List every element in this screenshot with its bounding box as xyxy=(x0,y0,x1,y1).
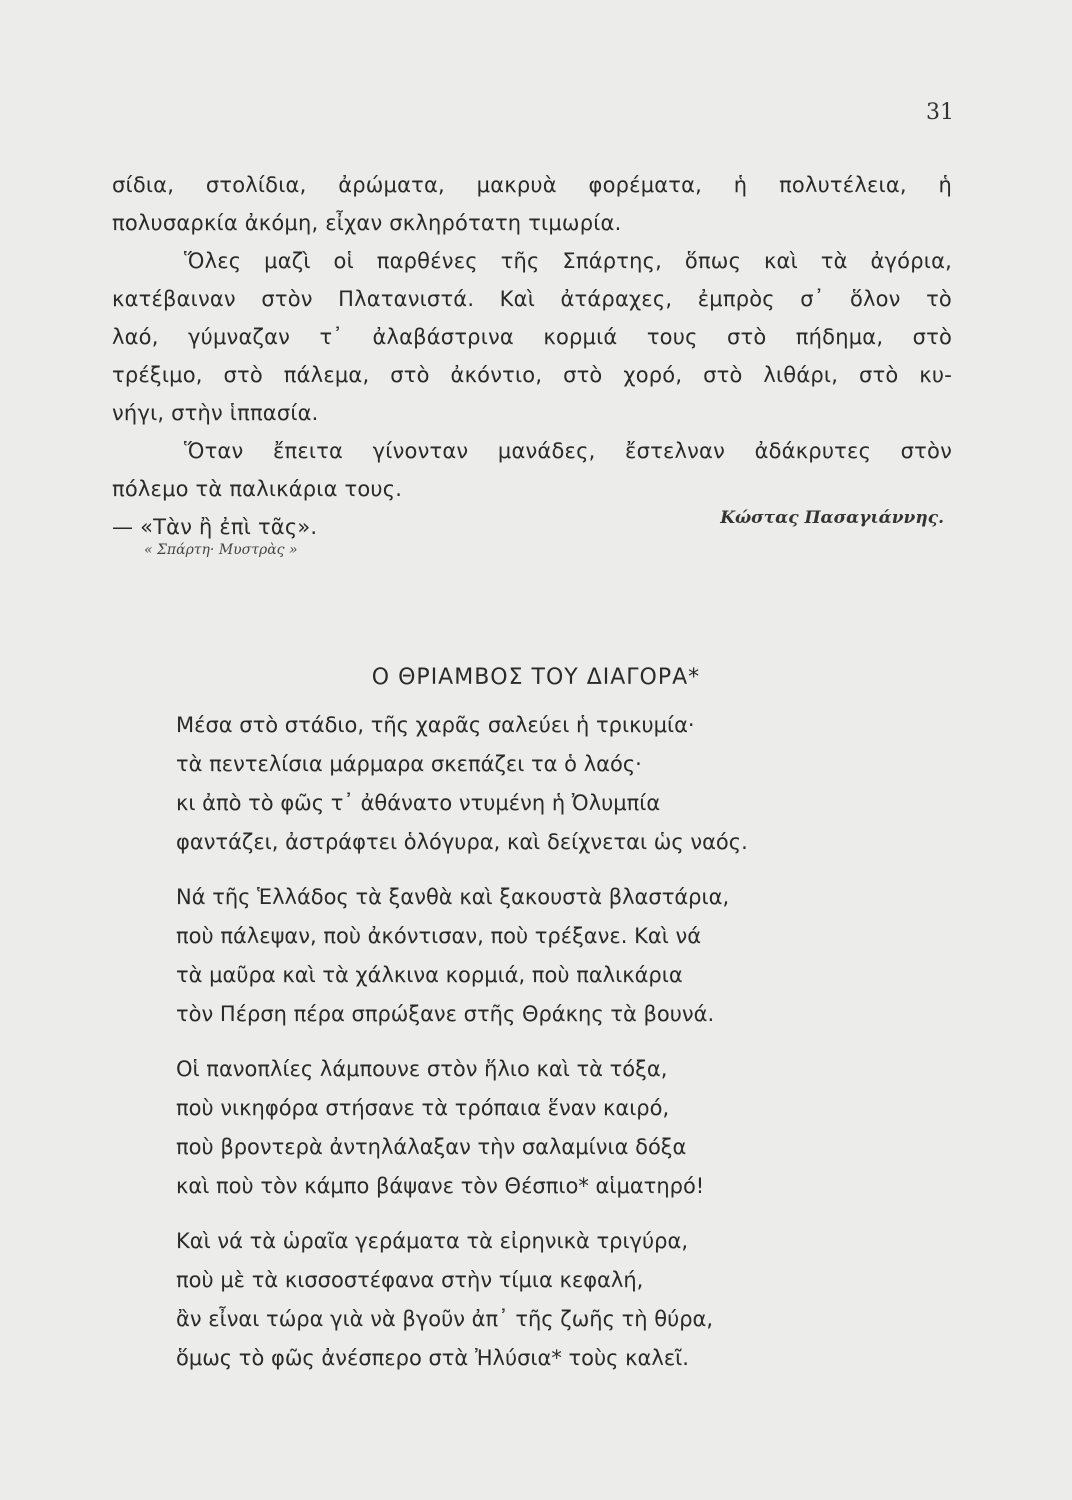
poem-verse: καὶ ποὺ τὸν κάμπο βάψανε τὸν Θέσπιο* αἱματηρό! xyxy=(176,1174,705,1198)
prose-line: νήγι, στὴν ἱππασία. xyxy=(112,401,319,425)
prose-line: σίδια, στολίδια, ἀρώματα, μακρυὰ φορέματα, ἡ πολυτέλεια, ἡ xyxy=(112,173,952,197)
poem-verse: τὸν Πέρση πέρα σπρώξανε στῆς Θράκης τὰ βουνά. xyxy=(176,1002,715,1026)
poem-stanza-1 xyxy=(176,706,936,862)
prose-section xyxy=(112,166,952,546)
poem-verse: φαντάζει, ἀστράφτει ὁλόγυρα, καὶ δείχνεται ὡς ναός. xyxy=(176,830,748,854)
poem-stanza-3 xyxy=(176,1050,936,1206)
poem-verse: ὅμως τὸ φῶς ἀνέσπερο στὰ Ἠλύσια* τοὺς καλεῖ. xyxy=(176,1346,689,1370)
poem-verse: τὰ πεντελίσια μάρμαρα σκεπάζει τα ὁ λαός· xyxy=(176,752,642,776)
prose-line: Ὅλες μαζὶ οἱ παρθένες τῆς Σπάρτης, ὅπως καὶ τὰ ἀγόρια, xyxy=(184,249,952,273)
source-citation: « Σπάρτη· Μυστρὰς » xyxy=(144,542,298,558)
poem-stanza-4 xyxy=(176,1222,936,1378)
signature-block xyxy=(112,500,944,570)
page-number: 31 xyxy=(926,100,954,125)
author-signature: Κώστας Πασαγιάννης. xyxy=(720,508,944,528)
poem-verse: ἂν εἶναι τώρα γιὰ νὰ βγοῦν ἀπ᾽ τῆς ζωῆς τὴ θύρα, xyxy=(176,1307,714,1331)
poem-title: Ο ΘΡΙΑΜΒΟΣ ΤΟΥ ΔΙΑΓΟΡΑ* xyxy=(371,665,701,690)
prose-line: Ὅταν ἔπειτα γίνονταν μανάδες, ἔστελναν ἀδάκρυτες στὸν xyxy=(184,439,952,463)
poem-verse: τὰ μαῦρα καὶ τὰ χάλκινα κορμιά, ποὺ παλικάρια xyxy=(176,963,683,987)
prose-line: πόλεμο τὰ παλικάρια τους. xyxy=(112,477,403,501)
poem-verse: ποὺ νικηφόρα στήσανε τὰ τρόπαια ἕναν καιρό, xyxy=(176,1096,670,1120)
prose-quote-line: — «Τὰν ἢ ἐπὶ τᾶς». xyxy=(112,515,318,539)
poem-verse: Καὶ νά τὰ ὡραῖα γεράματα τὰ εἰρηνικὰ τριγύρα, xyxy=(176,1229,688,1253)
poem-verse: ποὺ βροντερὰ ἀντηλάλαξαν τὴν σαλαμίνια δόξα xyxy=(176,1135,687,1159)
prose-line: κατέβαιναν στὸν Πλατανιστά. Καὶ ἀτάραχες, ἐμπρὸς σ᾽ ὅλον τὸ xyxy=(112,287,952,311)
poem-verse: κι ἀπὸ τὸ φῶς τ᾽ ἀθάνατο ντυμένη ἡ Ὀλυμπία xyxy=(176,791,661,815)
poem-verse: Οἱ πανοπλίες λάμπουνε στὸν ἥλιο καὶ τὰ τόξα, xyxy=(176,1057,668,1081)
prose-line: πολυσαρκία ἀκόμη, εἶχαν σκληρότατη τιμωρία. xyxy=(112,211,622,235)
poem-body xyxy=(176,706,936,1394)
poem-verse: ποὺ πάλεψαν, ποὺ ἀκόντισαν, ποὺ τρέξανε. Καὶ νά xyxy=(176,924,702,948)
poem-verse: ποὺ μὲ τὰ κισσοστέφανα στὴν τίμια κεφαλή, xyxy=(176,1268,644,1292)
prose-line: λαό, γύμναζαν τ᾽ ἀλαβάστρινα κορμιά τους στὸ πήδημα, στὸ xyxy=(112,325,952,349)
prose-line: τρέξιμο, στὸ πάλεμα, στὸ ἀκόντιο, στὸ χορό, στὸ λιθάρι, στὸ κυ- xyxy=(112,363,952,387)
poem-stanza-2 xyxy=(176,878,936,1034)
poem-verse: Μέσα στὸ στάδιο, τῆς χαρᾶς σαλεύει ἡ τρικυμία· xyxy=(176,713,695,737)
poem-verse: Νά τῆς Ἑλλάδος τὰ ξανθὰ καὶ ξακουστὰ βλαστάρια, xyxy=(176,885,730,909)
